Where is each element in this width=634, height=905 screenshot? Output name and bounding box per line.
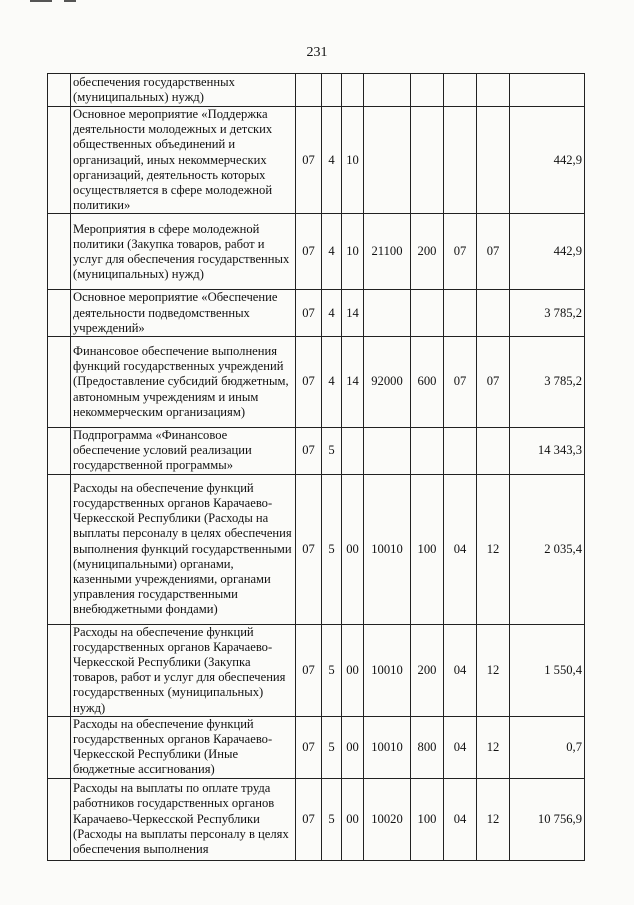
row-number-cell xyxy=(48,428,71,475)
code-cell: 00 xyxy=(342,716,364,778)
table-row xyxy=(48,624,585,716)
table-row xyxy=(48,337,585,428)
code-cell xyxy=(364,428,411,475)
code-cell: 14 xyxy=(342,337,364,428)
amount-cell: 3 785,2 xyxy=(510,290,585,337)
code-cell: 07 xyxy=(296,716,322,778)
code-cell: 10 xyxy=(342,107,364,214)
code-cell: 12 xyxy=(477,624,510,716)
row-name-cell: Расходы на выплаты по оплате труда работников государственных органов Карачаево-Черкесской Республики (Расходы на выплаты персоналу в целях обеспечения выполнения xyxy=(71,778,296,860)
amount-cell: 14 343,3 xyxy=(510,428,585,475)
code-cell: 10010 xyxy=(364,624,411,716)
code-cell: 21100 xyxy=(364,214,411,290)
code-cell xyxy=(411,428,444,475)
code-cell xyxy=(477,74,510,107)
code-cell: 4 xyxy=(322,337,342,428)
code-cell xyxy=(342,428,364,475)
code-cell xyxy=(444,74,477,107)
code-cell xyxy=(322,74,342,107)
code-cell xyxy=(444,290,477,337)
code-cell xyxy=(342,74,364,107)
amount-cell: 10 756,9 xyxy=(510,778,585,860)
code-cell: 600 xyxy=(411,337,444,428)
code-cell xyxy=(411,74,444,107)
code-cell: 200 xyxy=(411,214,444,290)
code-cell: 12 xyxy=(477,778,510,860)
code-cell: 12 xyxy=(477,474,510,624)
budget-table xyxy=(47,73,585,861)
code-cell: 10010 xyxy=(364,716,411,778)
row-name-cell: Расходы на обеспечение функций государственных органов Карачаево-Черкесской Республики (Иные бюджетные ассигнования) xyxy=(71,716,296,778)
code-cell: 10020 xyxy=(364,778,411,860)
code-cell: 100 xyxy=(411,474,444,624)
code-cell: 07 xyxy=(296,624,322,716)
table-row xyxy=(48,290,585,337)
row-number-cell xyxy=(48,107,71,214)
code-cell: 5 xyxy=(322,778,342,860)
code-cell: 07 xyxy=(296,474,322,624)
code-cell: 92000 xyxy=(364,337,411,428)
code-cell: 4 xyxy=(322,214,342,290)
code-cell xyxy=(444,428,477,475)
row-number-cell xyxy=(48,290,71,337)
row-name-cell: Основное мероприятие «Поддержка деятельности молодежных и детских общественных объединений и организаций, иных некоммерческих организаций, деятельность которых осуществляется в сфере молодежной политики» xyxy=(71,107,296,214)
code-cell xyxy=(296,74,322,107)
code-cell: 14 xyxy=(342,290,364,337)
code-cell xyxy=(477,290,510,337)
row-number-cell xyxy=(48,74,71,107)
amount-cell xyxy=(510,74,585,107)
amount-cell: 442,9 xyxy=(510,107,585,214)
row-number-cell xyxy=(48,778,71,860)
table-row xyxy=(48,778,585,860)
code-cell xyxy=(444,107,477,214)
code-cell: 04 xyxy=(444,778,477,860)
table-row xyxy=(48,74,585,107)
amount-cell: 2 035,4 xyxy=(510,474,585,624)
code-cell: 07 xyxy=(296,337,322,428)
code-cell xyxy=(477,107,510,214)
code-cell: 00 xyxy=(342,624,364,716)
table-row xyxy=(48,214,585,290)
code-cell: 07 xyxy=(477,214,510,290)
code-cell xyxy=(477,428,510,475)
page-number: 231 xyxy=(306,45,328,60)
code-cell: 800 xyxy=(411,716,444,778)
code-cell: 12 xyxy=(477,716,510,778)
code-cell: 5 xyxy=(322,428,342,475)
code-cell: 00 xyxy=(342,778,364,860)
code-cell: 200 xyxy=(411,624,444,716)
row-number-cell xyxy=(48,337,71,428)
row-name-cell: Мероприятия в сфере молодежной политики (Закупка товаров, работ и услуг для обеспечения государственных (муниципальных) нужд) xyxy=(71,214,296,290)
code-cell: 4 xyxy=(322,290,342,337)
code-cell xyxy=(364,290,411,337)
table-row xyxy=(48,428,585,475)
code-cell: 00 xyxy=(342,474,364,624)
code-cell xyxy=(364,74,411,107)
code-cell: 04 xyxy=(444,474,477,624)
table-row xyxy=(48,474,585,624)
row-name-cell: Подпрограмма «Финансовое обеспечение условий реализации государственной программы» xyxy=(71,428,296,475)
code-cell xyxy=(411,290,444,337)
amount-cell: 3 785,2 xyxy=(510,337,585,428)
code-cell: 5 xyxy=(322,474,342,624)
amount-cell: 442,9 xyxy=(510,214,585,290)
row-name-cell: обеспечения государственных (муниципальных) нужд) xyxy=(71,74,296,107)
amount-cell: 1 550,4 xyxy=(510,624,585,716)
scan-mark xyxy=(30,0,52,2)
code-cell xyxy=(411,107,444,214)
code-cell: 5 xyxy=(322,716,342,778)
row-name-cell: Расходы на обеспечение функций государственных органов Карачаево-Черкесской Республики (Закупка товаров, работ и услуг для обеспечения государственных (муниципальных) нужд) xyxy=(71,624,296,716)
row-name-cell: Расходы на обеспечение функций государственных органов Карачаево-Черкесской Республики (Расходы на выплаты персоналу в целях обеспечения выполнения функций государственными (муниципальными) органами, казенными учреждениями, органами управления государственными внебюджетными фондами) xyxy=(71,474,296,624)
code-cell: 10 xyxy=(342,214,364,290)
code-cell: 07 xyxy=(296,107,322,214)
code-cell: 07 xyxy=(296,428,322,475)
row-number-cell xyxy=(48,624,71,716)
code-cell: 04 xyxy=(444,716,477,778)
code-cell: 07 xyxy=(477,337,510,428)
code-cell: 07 xyxy=(444,337,477,428)
code-cell: 07 xyxy=(444,214,477,290)
code-cell: 5 xyxy=(322,624,342,716)
amount-cell: 0,7 xyxy=(510,716,585,778)
code-cell: 04 xyxy=(444,624,477,716)
code-cell: 4 xyxy=(322,107,342,214)
row-name-cell: Финансовое обеспечение выполнения функций государственных учреждений (Предоставление субсидий бюджетным, автономным учреждениям и иным некоммерческим организациям) xyxy=(71,337,296,428)
row-number-cell xyxy=(48,474,71,624)
code-cell: 07 xyxy=(296,214,322,290)
row-name-cell: Основное мероприятие «Обеспечение деятельности подведомственных учреждений» xyxy=(71,290,296,337)
table-row xyxy=(48,716,585,778)
code-cell: 07 xyxy=(296,778,322,860)
code-cell xyxy=(364,107,411,214)
row-number-cell xyxy=(48,214,71,290)
code-cell: 07 xyxy=(296,290,322,337)
code-cell: 10010 xyxy=(364,474,411,624)
table-row xyxy=(48,107,585,214)
row-number-cell xyxy=(48,716,71,778)
code-cell: 100 xyxy=(411,778,444,860)
scan-mark xyxy=(64,0,76,2)
